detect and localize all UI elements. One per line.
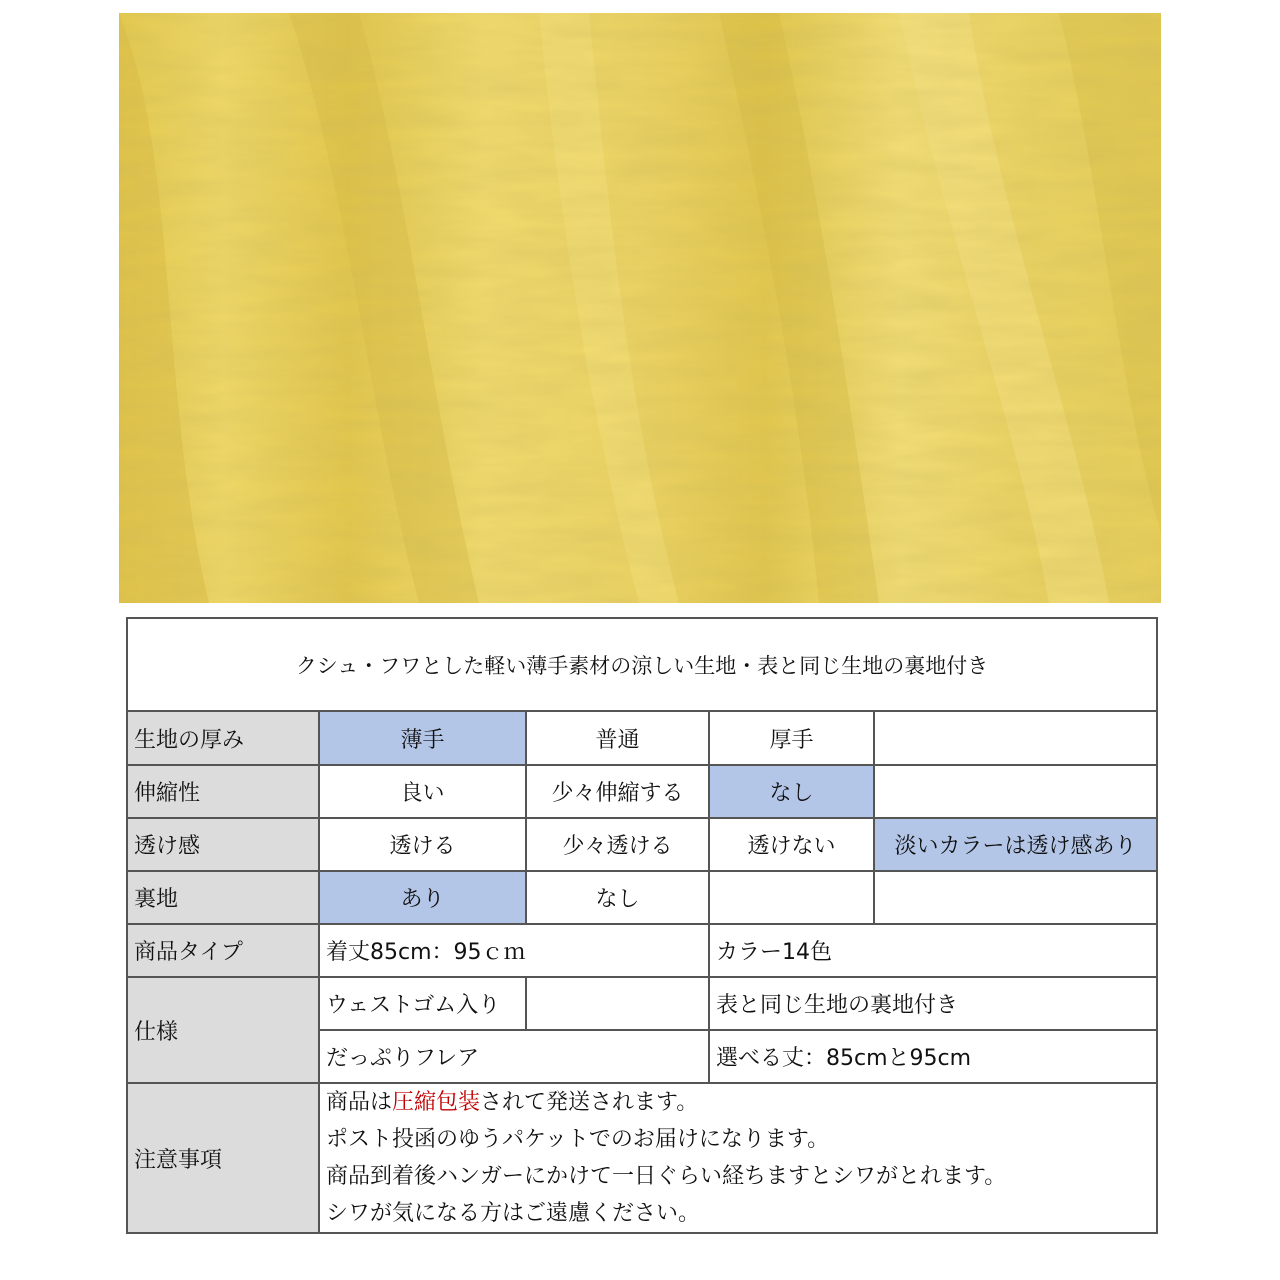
stretch-option-empty [874, 765, 1157, 818]
notes-line-3: 商品到着後ハンガーにかけて一日ぐらい経ちますとシワがとれます。 [326, 1164, 1007, 1189]
notes-line-1-post: されて発送されます。 [480, 1090, 699, 1115]
spec-table [126, 617, 1158, 1234]
product-type-label: 商品タイプ [127, 924, 319, 977]
stretch-option-none: なし [709, 765, 874, 818]
lining-label: 裏地 [127, 871, 319, 924]
spec-label: 仕様 [127, 977, 319, 1083]
sheerness-row [127, 818, 1157, 871]
thickness-label: 生地の厚み [127, 711, 319, 765]
intro-text: クシュ・フワとした軽い薄手素材の涼しい生地・表と同じ生地の裏地付き [127, 618, 1157, 711]
sheerness-option-slightly: 少々透ける [526, 818, 709, 871]
thickness-option-thick: 厚手 [709, 711, 874, 765]
notes-label: 注意事項 [127, 1083, 319, 1233]
stretch-option-some: 少々伸縮する [526, 765, 709, 818]
notes-line-1-pre: 商品は [326, 1090, 393, 1115]
thickness-option-empty [874, 711, 1157, 765]
lining-option-no: なし [526, 871, 709, 924]
notes-line-2: ポスト投函のゆうパケットでのお届けになります。 [326, 1127, 830, 1152]
sheerness-option-opaque: 透けない [709, 818, 874, 871]
stretch-option-good: 良い [319, 765, 526, 818]
lining-option-yes: あり [319, 871, 526, 924]
notes-compression-emphasis: 圧縮包装 [392, 1090, 481, 1115]
spec-waist-elastic: ウェストゴム入り [319, 977, 526, 1030]
notes-row [127, 1083, 1157, 1233]
spec-empty-cell [526, 977, 709, 1030]
spec-row-1 [127, 977, 1157, 1030]
lining-option-empty-2 [874, 871, 1157, 924]
spec-flare: だっぷりフレア [319, 1030, 709, 1083]
spec-length-choice: 選べる丈：85cmと95cm [709, 1030, 1157, 1083]
fabric-texture-image [119, 13, 1161, 603]
sheerness-option-sheer: 透ける [319, 818, 526, 871]
thickness-option-thin: 薄手 [319, 711, 526, 765]
notes-line-4: シワが気になる方はご遠慮ください。 [326, 1201, 701, 1226]
product-colors: カラー14色 [709, 924, 1157, 977]
notes-line-1 [326, 1084, 1150, 1121]
thickness-row [127, 711, 1157, 765]
notes-text [319, 1083, 1157, 1233]
lining-option-empty-1 [709, 871, 874, 924]
fabric-photo [119, 13, 1161, 603]
sheerness-option-light-colors: 淡いカラーは透け感あり [874, 818, 1157, 871]
sheerness-label: 透け感 [127, 818, 319, 871]
product-length: 着丈85cm：95ｃｍ [319, 924, 709, 977]
stretch-row [127, 765, 1157, 818]
product-type-row [127, 924, 1157, 977]
lining-row [127, 871, 1157, 924]
spec-lining: 表と同じ生地の裏地付き [709, 977, 1157, 1030]
thickness-option-normal: 普通 [526, 711, 709, 765]
stretch-label: 伸縮性 [127, 765, 319, 818]
